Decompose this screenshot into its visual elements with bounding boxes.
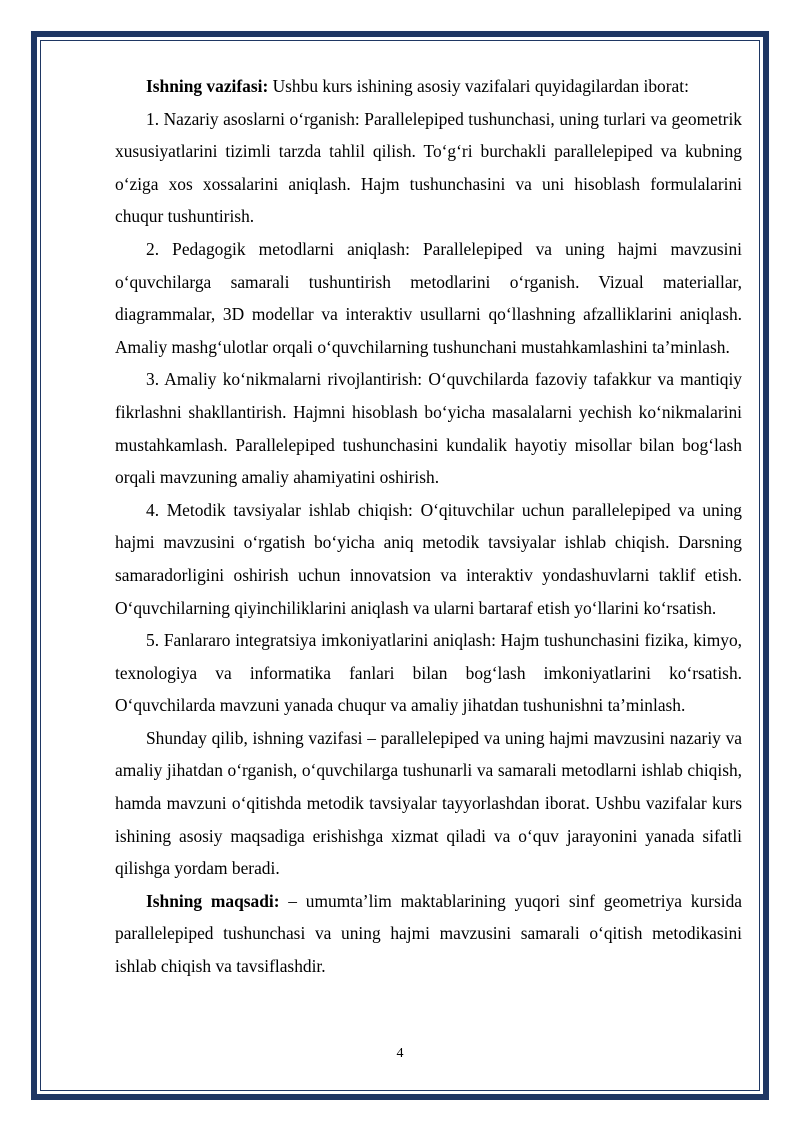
paragraph-task-4: 4. Metodik tavsiyalar ishlab chiqish: O‘qituvchilar uchun parallelepiped va uning hajmi mavzusini o‘rgatish bo‘yicha aniq metodik tavsiyalar ishlab chiqish. Darsning samaradorligini oshirish uchun innovatsion va interaktiv yondashuvlarni taklif etish. O‘quvchilarning qiyinchiliklarini aniqlash va ularni bartaraf etish yo‘llarini ko‘rsatish. [115, 499, 742, 618]
document-body [115, 70, 742, 983]
task-intro-text: Ushbu kurs ishining asosiy vazifalari quyidagilardan iborat: [268, 76, 689, 96]
page-number: 4 [396, 1046, 404, 1061]
goal-label: Ishning maqsadi: [146, 890, 280, 911]
paragraph-task-2: 2. Pedagogik metodlarni aniqlash: Parallelepiped va uning hajmi mavzusini o‘quvchilarga samarali tushuntirish metodlarini o‘rganish. Vizual materiallar, diagrammalar, 3D modellar va interaktiv usullarni qo‘llashning afzalliklarini aniqlash. Amaliy mashg‘ulotlar orqali o‘quvchilarning tushunchani mustahkamlashini ta’minlash. [115, 238, 742, 357]
paragraph-goal [115, 885, 742, 983]
paragraph-task-5: 5. Fanlararo integratsiya imkoniyatlarini aniqlash: Hajm tushunchasini fizika, kimyo, texnologiya va informatika fanlari bilan bog‘lash imkoniyatlarini ko‘rsatish. O‘quvchilarda mavzuni yanada chuqur va amaliy jihatdan tushunishni ta’minlash. [115, 630, 742, 716]
paragraph-task-3: 3. Amaliy ko‘nikmalarni rivojlantirish: O‘quvchilarda fazoviy tafakkur va mantiqiy fikrlashni shakllantirish. Hajmni hisoblash bo‘yicha masalalarni yechish ko‘nikmalarini mustahkamlash. Parallelepiped tushunchasini kundalik hayotiy misollar bilan bog‘lash orqali mavzuning amaliy ahamiyatini oshirish. [115, 369, 742, 488]
paragraph-task-1: 1. Nazariy asoslarni o‘rganish: Parallelepiped tushunchasi, uning turlari va geometrik xususiyatlarini tizimli tarzda tahlil qilish. To‘g‘ri burchakli parallelepiped va kubning o‘ziga xos xossalarini aniqlash. Hajm tushunchasini va uni hisoblash formulalarini chuqur tushuntirish. [115, 108, 742, 227]
paragraph-task-heading [115, 70, 742, 103]
goal-text: – umumta’lim maktablarining yuqori sinf geometriya kursida parallelepiped tushunchasi va uning hajmi mavzusini samarali o‘qitish metodikasini ishlab chiqish va tavsiflashdir. [115, 890, 742, 977]
task-label: Ishning vazifasi: [146, 76, 269, 96]
paragraph-summary: Shunday qilib, ishning vazifasi – parallelepiped va uning hajmi mavzusini nazariy va amaliy jihatdan o‘rganish, o‘quvchilarga tushunarli va samarali metodlarni ishlab chiqish, hamda mavzuni o‘qitishda metodik tavsiyalar tayyorlashdan iborat. Ushbu vazifalar kurs ishining asosiy maqsadiga erishishga xizmat qiladi va o‘quv jarayonini yanada sifatli qilishga yordam beradi. [115, 727, 742, 879]
